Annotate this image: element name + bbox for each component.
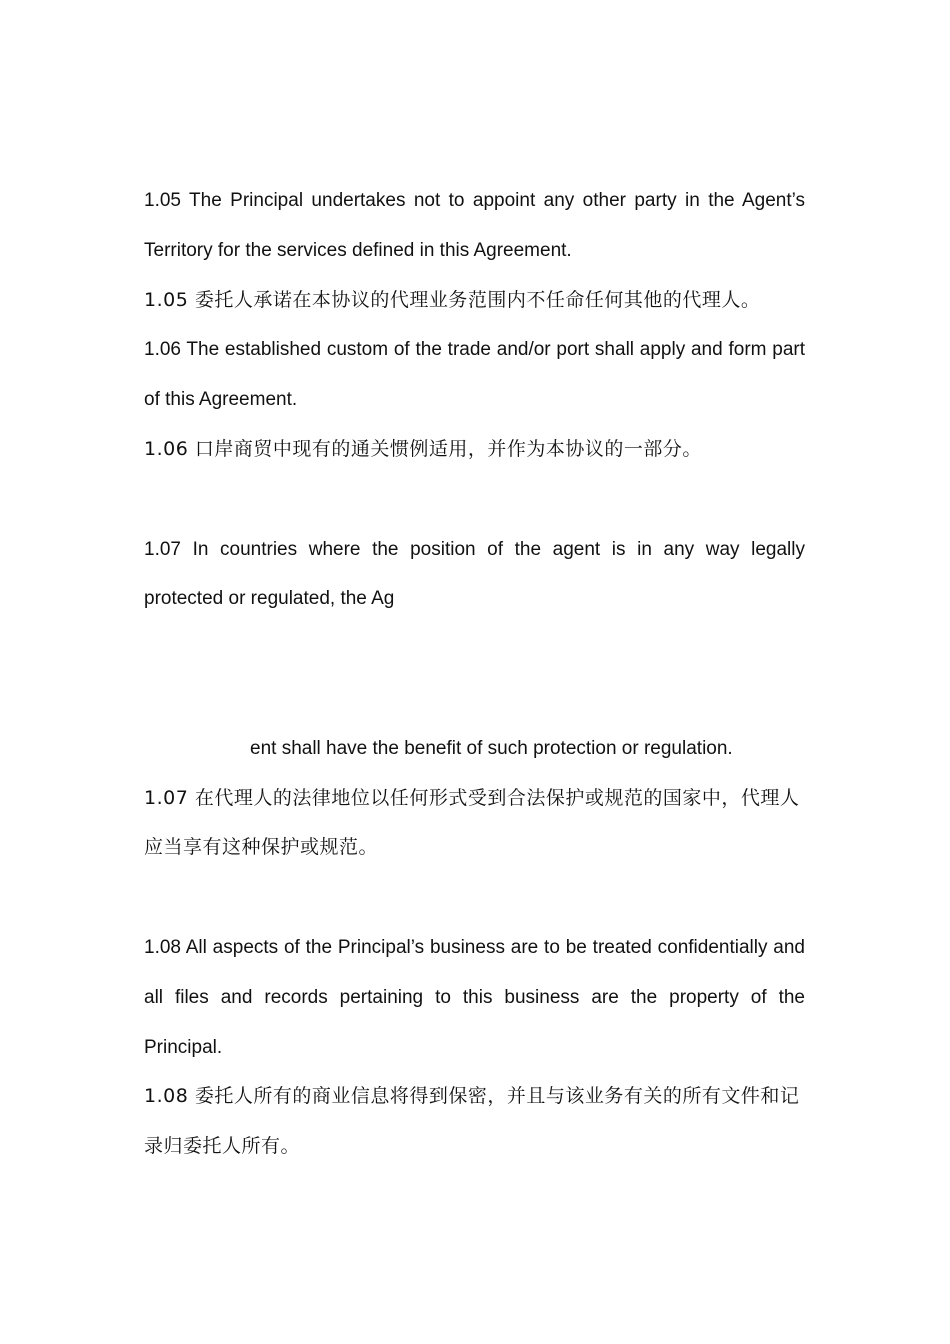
clause-1-06-chinese: 1.06 口岸商贸中现有的通关惯例适用，并作为本协议的一部分。 — [144, 437, 702, 460]
clause-1-07-chinese: 1.07 在代理人的法律地位以任何形式受到合法保护或规范的国家中，代理人应当享有这种保护或规范。 — [144, 786, 800, 859]
clause-1-08-chinese: 1.08 委托人所有的商业信息将得到保密，并且与该业务有关的所有文件和记录归委托人所有。 — [144, 1085, 800, 1158]
clause-1-08-english: 1.08 All aspects of the Principal’s business are to be treated confidentially and all files and records pertaining to this business are the property of the Principal. — [144, 936, 805, 1058]
page-break-gap — [144, 624, 805, 724]
clause-1-07-english-part-1: 1.07 In countries where the position of the agent is in any way legally protected or regulated, the Ag — [144, 538, 805, 610]
clause-1-06-english: 1.06 The established custom of the trade and/or port shall apply and form part of this Agreement. — [144, 339, 805, 411]
paragraph-spacer — [144, 475, 805, 525]
clause-1-07-english-part-2: ent shall have the benefit of such protection or regulation. — [250, 737, 733, 759]
paragraph-spacer — [144, 873, 805, 923]
clause-1-05-english: 1.05 The Principal undertakes not to appoint any other party in the Agent’s Territory for the services defined in this Agreement. — [144, 190, 805, 261]
document-body — [144, 176, 805, 1172]
clause-1-05-chinese: 1.05 委托人承诺在本协议的代理业务范围内不任命任何其他的代理人。 — [144, 288, 761, 311]
